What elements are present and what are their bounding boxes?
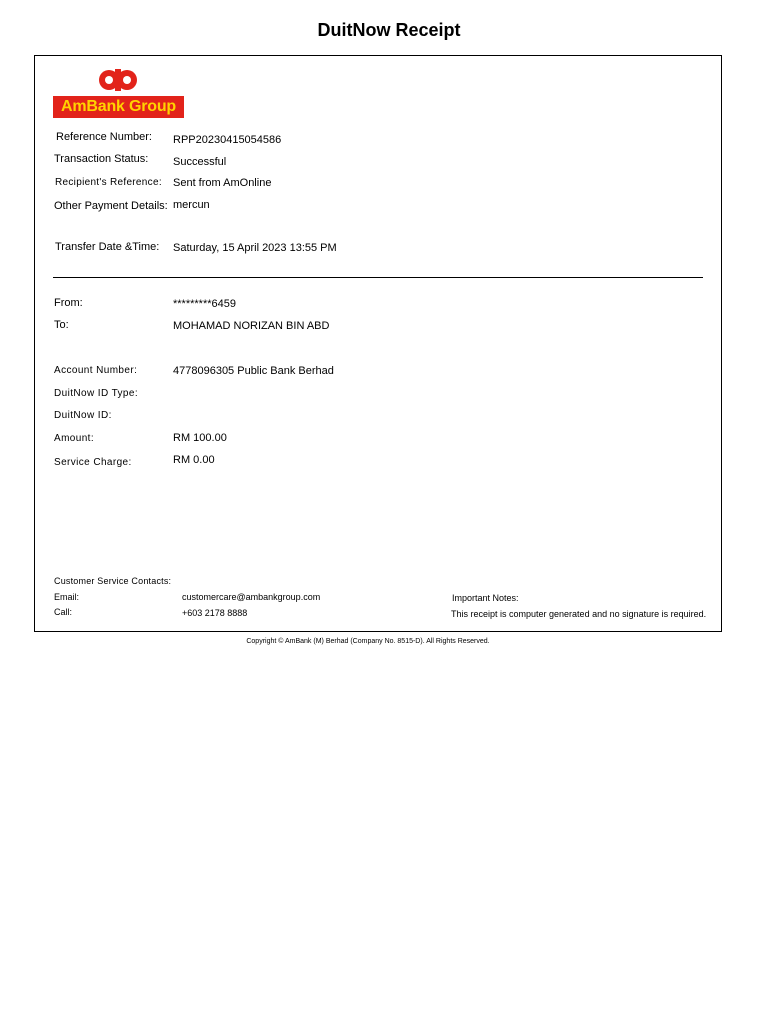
from-account-value: *********6459 (173, 298, 236, 310)
receipt-title: DuitNow Receipt (317, 20, 461, 40)
ambank-logo-mark-icon (98, 69, 138, 91)
ambank-logo-wordmark: AmBank Group (53, 96, 184, 118)
to-name-value: MOHAMAD NORIZAN BIN ABD (173, 320, 330, 332)
other-payment-details-label: Other Payment Details: (54, 200, 168, 212)
customer-service-heading: Customer Service Contacts: (54, 576, 172, 586)
transaction-status-label: Transaction Status: (54, 153, 149, 165)
recipients-reference-label: Recipient's Reference: (55, 177, 162, 188)
recipients-reference-value: Sent from AmOnline (173, 177, 272, 189)
email-label: Email: (54, 592, 80, 602)
copyright-notice: Copyright © AmBank (M) Berhad (Company No. 8515-D). All Rights Reserved. (246, 638, 490, 645)
account-number-label: Account Number: (54, 365, 138, 376)
to-label: To: (54, 319, 69, 331)
transfer-datetime-value: Saturday, 15 April 2023 13:55 PM (173, 242, 337, 254)
from-label: From: (54, 297, 83, 309)
section-divider (53, 277, 703, 278)
account-number-value: 4778096305 Public Bank Berhad (173, 365, 334, 377)
service-charge-label: Service Charge: (54, 457, 132, 468)
email-value: customercare@ambankgroup.com (182, 592, 321, 602)
reference-number-label: Reference Number: (56, 131, 152, 143)
amount-label: Amount: (54, 433, 95, 444)
other-payment-details-value: mercun (173, 199, 210, 211)
amount-value: RM 100.00 (173, 432, 227, 444)
transfer-datetime-label: Transfer Date &Time: (55, 241, 160, 253)
call-value: +603 2178 8888 (182, 608, 248, 618)
duitnow-id-type-label: DuitNow ID Type: (54, 388, 139, 399)
important-notes-heading: Important Notes: (452, 593, 519, 603)
ambank-logo (53, 69, 184, 119)
call-label: Call: (54, 607, 73, 617)
service-charge-value: RM 0.00 (173, 454, 215, 466)
important-notes-text: This receipt is computer generated and no signature is required. (451, 609, 707, 619)
duitnow-id-label: DuitNow ID: (54, 410, 112, 421)
reference-number-value: RPP20230415054586 (173, 134, 282, 146)
transaction-status-value: Successful (173, 156, 227, 168)
